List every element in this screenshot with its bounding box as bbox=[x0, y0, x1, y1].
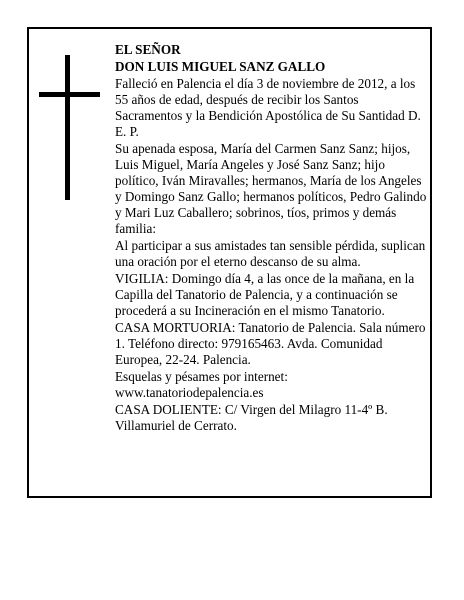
obituary-frame bbox=[27, 27, 432, 498]
cross-horizontal-bar bbox=[39, 92, 100, 97]
cross-vertical-bar bbox=[65, 55, 70, 200]
family-list: Su apenada esposa, María del Carmen Sanz Sanz; hijos, Luis Miguel, María Angeles y José Sanz Sanz; hijo político, Iván Miravalles; hermanos, María de los Angeles y Domingo Sanz Gallo; hermanos políticos, Pedro Galindo y Mari Luz Caballero; sobrinos, tíos, primos y demás familia: bbox=[115, 141, 427, 236]
latin-cross-icon bbox=[39, 55, 100, 200]
notice-title-line1: EL SEÑOR bbox=[115, 42, 181, 57]
vigil-info: VIGILIA: Domingo día 4, a las once de la mañana, en la Capilla del Tanatorio de Palencia, y a continuación se procederá a su Incineración en el mismo Tanatorio. bbox=[115, 271, 415, 318]
funeral-home-info: CASA MORTUORIA: Tanatorio de Palencia. Sala número 1. Teléfono directo: 979165463. Avda. Comunidad Europea, 22-24. Palencia. bbox=[115, 320, 426, 367]
internet-condolences: Esquelas y pésames por internet: www.tanatoriodepalencia.es bbox=[115, 369, 288, 400]
family-residence: CASA DOLIENTE: C/ Virgen del Milagro 11-4º B. Villamuriel de Cerrato. bbox=[115, 402, 388, 433]
notice-title-line2: DON LUIS MIGUEL SANZ GALLO bbox=[115, 59, 326, 74]
prayer-request: Al participar a sus amistades tan sensible pérdida, suplican una oración por el eterno descanso de su alma. bbox=[115, 238, 426, 269]
death-announcement: Falleció en Palencia el día 3 de noviembre de 2012, a los 55 años de edad, después de recibir los Santos Sacramentos y la Bendición Apostólica de Su Santidad D. E. P. bbox=[115, 76, 421, 139]
obituary-text bbox=[115, 42, 427, 435]
